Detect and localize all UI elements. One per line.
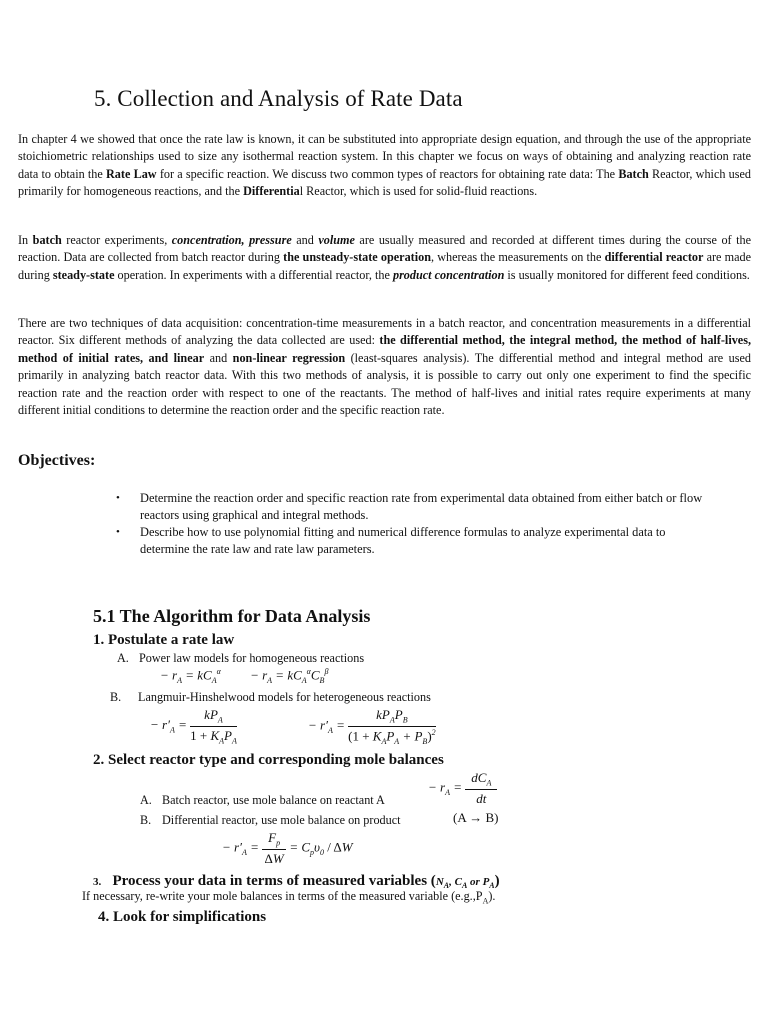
paragraph-intro bbox=[18, 131, 751, 201]
objective-item: • Determine the reaction order and specific reaction rate from experimental data obtained from either batch or flow reactors using graphical and integral methods. bbox=[116, 491, 703, 522]
paragraph-batch bbox=[18, 232, 751, 284]
step-1-heading: 1. Postulate a rate law bbox=[93, 632, 235, 648]
para2-run: volume bbox=[318, 233, 355, 247]
reaction-a-to-b: (A → B) bbox=[453, 810, 499, 825]
para3-run: the differential method, the integral method, the method of half-lives, method of initial rates, and linear bbox=[18, 333, 751, 365]
page-title: 5. Collection and Analysis of Rate Data bbox=[94, 86, 463, 111]
step-2a: A. Batch reactor, use mole balance on reactant A bbox=[140, 793, 385, 807]
para1-run: Differentia bbox=[243, 184, 300, 199]
bullet-icon: • bbox=[116, 492, 120, 504]
para2-run: , whereas the measurements on the bbox=[430, 250, 605, 265]
langmuir-equation-1: − $r'_A$ = $\frac{kP_A}{1 + K_AP_A}$ bbox=[150, 707, 237, 746]
step-2-heading: 2. Select reactor type and corresponding mole balances bbox=[93, 752, 444, 768]
section-heading: 5.1 The Algorithm for Data Analysis bbox=[93, 606, 371, 626]
langmuir-equation-2: − $r'_A$ = $\frac{kP_AP_B}{(1 + K_AP_A + P_B)^2}$ bbox=[308, 707, 436, 746]
para3-run: and bbox=[204, 350, 233, 365]
batch-mole-balance-equation: − $r_A$ = $\frac{dC_A}{dt}$ bbox=[428, 770, 497, 807]
para1-run: Reactor, which used primarily for homogeneous reactions, and the bbox=[18, 166, 752, 199]
para2-run: reactor experiments, bbox=[61, 233, 172, 247]
para2-run: differential reactor bbox=[604, 250, 704, 265]
objectives-list bbox=[108, 490, 708, 558]
paragraph-techniques bbox=[18, 315, 751, 419]
para1-run: Rate Law bbox=[106, 166, 157, 181]
para2-run: operation. In experiments with a differential reactor, the bbox=[114, 267, 393, 282]
para2-run: In bbox=[18, 233, 33, 247]
step-1a: A. Power law models for homogeneous reactions bbox=[117, 651, 365, 665]
para2-run: are made during bbox=[18, 250, 752, 282]
bullet-icon: • bbox=[116, 526, 120, 538]
para2-run: batch bbox=[32, 233, 62, 247]
para3-run: (least-squares analysis). The differential method and integral method are used primarily in analyzing batch reactor data. With this two methods of analysis, it is possible to carry out only one experiment to find the specific reaction rate and the reaction order with respect to one of the reactants. The method of half-lives and initial rates require experiments at many different initial conditions to determine the reaction order and the specific reaction rate. bbox=[18, 350, 751, 418]
para2-run: and bbox=[291, 233, 319, 247]
step-3-note: If necessary, re-write your mole balances in terms of the measured variable $(e.g.,P_A)$. bbox=[82, 889, 496, 906]
para1-run: for a specific reaction. We discuss two common types of reactors for obtaining rate data: The bbox=[156, 166, 619, 181]
para2-run: product concentration bbox=[392, 267, 505, 282]
power-law-equations: − $r_A = kC_A^\alpha$ − $r_A = kC_A^\alpha C_B^\beta$ bbox=[160, 667, 329, 685]
step-1b: B. Langmuir-Hinshelwood models for heterogeneous reactions bbox=[110, 690, 431, 704]
para1-run: Batch bbox=[618, 166, 649, 181]
para1-run: l Reactor, which is used for solid-fluid reactions. bbox=[299, 184, 538, 199]
para2-run: steady-state bbox=[52, 267, 115, 282]
step-4-heading: 4. Look for simplifications bbox=[98, 909, 267, 925]
step-3-heading: 3. Process your data in terms of measured variables ($N_A$, $C_A$ or $P_A$) bbox=[93, 873, 500, 891]
para2-run: the unsteady-state operation bbox=[283, 250, 431, 265]
objective-item: • Describe how to use polynomial fitting and numerical difference formulas to analyze experimental data to determine the rate law and rate law parameters. bbox=[116, 525, 666, 556]
step-2b: B. Differential reactor, use mole balance on product bbox=[140, 813, 401, 827]
para3-run: There are two techniques of data acquisition: concentration-time measurements in a batch reactor, and concentration measurements in a differential reactor. Six different methods of analyzing the data collected are used: bbox=[18, 316, 751, 348]
para3-run: non-linear regression bbox=[232, 350, 346, 365]
para1-run: In chapter 4 we showed that once the rate law is known, it can be substituted into appropriate design equation, and through the use of the appropriate stoichiometric relationships used to size any isothermal reaction system. In this chapter we focus on ways of obtaining and analyzing reaction rate data to obtain the bbox=[18, 132, 751, 181]
para2-run: is usually monitored for different feed conditions. bbox=[504, 267, 750, 282]
para2-run: concentration, pressure bbox=[171, 233, 292, 247]
differential-mole-balance-equation: − $r'_A$ = $\frac{F_p}{\Delta W}$ = $C_p\upsilon_0$ / ΔW bbox=[222, 830, 353, 866]
objectives-heading: Objectives: bbox=[18, 452, 96, 469]
para2-run: are usually measured and recorded at different times during the course of the reaction. Data are collected from batch reactor during bbox=[18, 233, 752, 265]
